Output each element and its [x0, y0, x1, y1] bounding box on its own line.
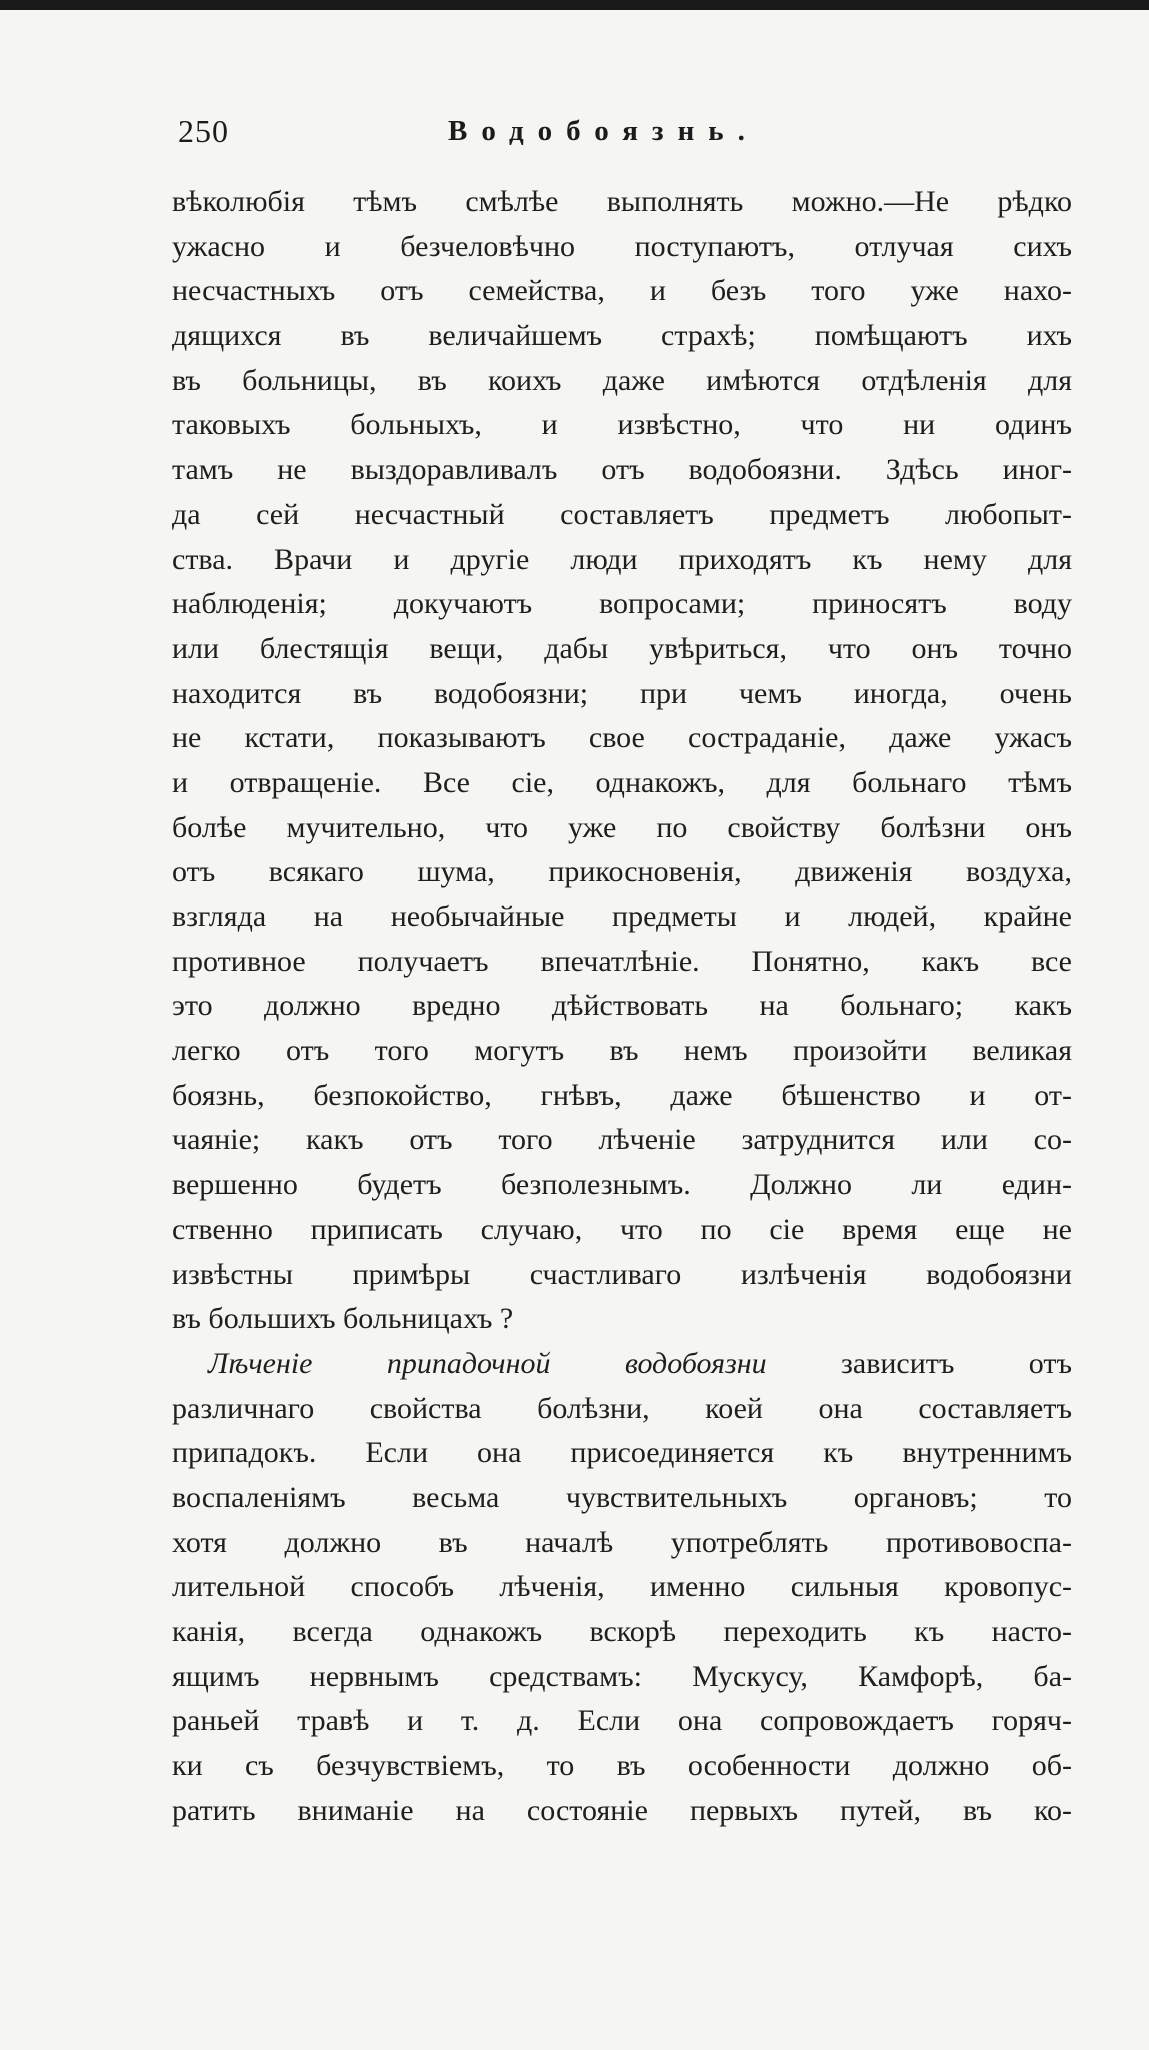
top-scan-border	[0, 0, 1149, 10]
text-line: наблюденія; докучаютъ вопросами; приносятъ воду	[172, 587, 1072, 621]
text-line: ственно приписать случаю, что по сіе время еще не	[172, 1212, 1072, 1246]
text-line: несчастныхъ отъ семейства, и безъ того уже нахо-	[172, 274, 1072, 308]
running-head	[178, 113, 1078, 173]
text-line: канія, всегда однакожъ вскорѣ переходить къ насто-	[172, 1615, 1072, 1648]
text-line: ки съ безчувствіемъ, то въ особенности должно об-	[172, 1749, 1072, 1783]
text-line: находится въ водобоязни; при чемъ иногда, очень	[172, 676, 1072, 710]
text-line: дящихся въ величайшемъ страхѣ; помѣщаютъ ихъ	[172, 319, 1072, 353]
text-line: не кстати, показываютъ свое состраданіе, даже ужасъ	[172, 721, 1072, 755]
text-line: или блестящія вещи, дабы увѣриться, что онъ точно	[172, 631, 1072, 665]
text-line: взгляда на необычайные предметы и людей, крайне	[172, 900, 1072, 933]
text-line: извѣстны примѣры счастливаго излѣченія водобоязни	[172, 1257, 1072, 1291]
text-line: въ больницы, въ коихъ даже имѣются отдѣленія для	[172, 363, 1072, 397]
text-line: хотя должно въ началѣ употреблять противовоспа-	[172, 1525, 1072, 1559]
text-line: лительной способъ лѣченія, именно сильныя кровопус-	[172, 1570, 1072, 1604]
body-text	[172, 180, 1072, 1833]
text-line: и отвращеніе. Все сіе, однакожъ, для больнаго тѣмъ	[172, 765, 1072, 799]
running-title: Водобоязнь.	[448, 115, 759, 147]
text-line	[172, 1342, 1072, 1387]
text-line: таковыхъ больныхъ, и извѣстно, что ни одинъ	[172, 408, 1072, 442]
text-line: вѣколюбія тѣмъ смѣлѣе выполнять можно.—Не рѣдко	[172, 185, 1072, 218]
text-line: различнаго свойства болѣзни, коей она составляетъ	[172, 1391, 1072, 1425]
text-line: легко отъ того могутъ въ немъ произойти великая	[172, 1034, 1072, 1068]
text-line: ужасно и безчеловѣчно поступаютъ, отлучая сихъ	[172, 229, 1072, 263]
text-line: воспаленіямъ весьма чувствительныхъ органовъ; то	[172, 1480, 1072, 1514]
text-line: болѣе мучительно, что уже по свойству болѣзни онъ	[172, 810, 1072, 844]
book-page	[0, 10, 1149, 2050]
text-line: ящимъ нервнымъ средствамъ: Мускусу, Камфорѣ, ба-	[172, 1659, 1072, 1693]
text-line: чаяніе; какъ отъ того лѣченіе затруднится или со-	[172, 1123, 1072, 1157]
text-line: вершенно будетъ безполезнымъ. Должно ли един-	[172, 1168, 1072, 1202]
text-line: да сей несчастный составляетъ предметъ любопыт-	[172, 497, 1072, 531]
paragraph-2	[172, 1342, 1072, 1834]
text-line: боязнь, безпокойство, гнѣвъ, даже бѣшенство и от-	[172, 1078, 1072, 1112]
text-line: тамъ не выздоравливалъ отъ водобоязни. Здѣсь иног-	[172, 453, 1072, 487]
paragraph-1	[172, 180, 1072, 1342]
text-line-rest: зависитъ отъ	[841, 1346, 1073, 1380]
text-line: въ большихъ больницахъ ?	[172, 1302, 514, 1336]
page-number: 250	[178, 113, 229, 149]
text-line: ства. Врачи и другіе люди приходятъ къ нему для	[172, 542, 1072, 576]
text-line: противное получаетъ впечатлѣніе. Понятно, какъ все	[172, 944, 1072, 978]
text-line: раньей травѣ и т. д. Если она сопровождаетъ горяч-	[172, 1704, 1072, 1738]
text-line: припадокъ. Если она присоединяется къ внутреннимъ	[172, 1436, 1072, 1470]
section-lead-italic: Лѣченіе припадочной водобоязни	[208, 1346, 767, 1380]
text-line: ратить вниманіе на состояніе первыхъ путей, въ ко-	[172, 1793, 1072, 1827]
text-line: это должно вредно дѣйствовать на больнаго; какъ	[172, 989, 1072, 1023]
text-line: отъ всякаго шума, прикосновенія, движенія воздуха,	[172, 855, 1072, 889]
